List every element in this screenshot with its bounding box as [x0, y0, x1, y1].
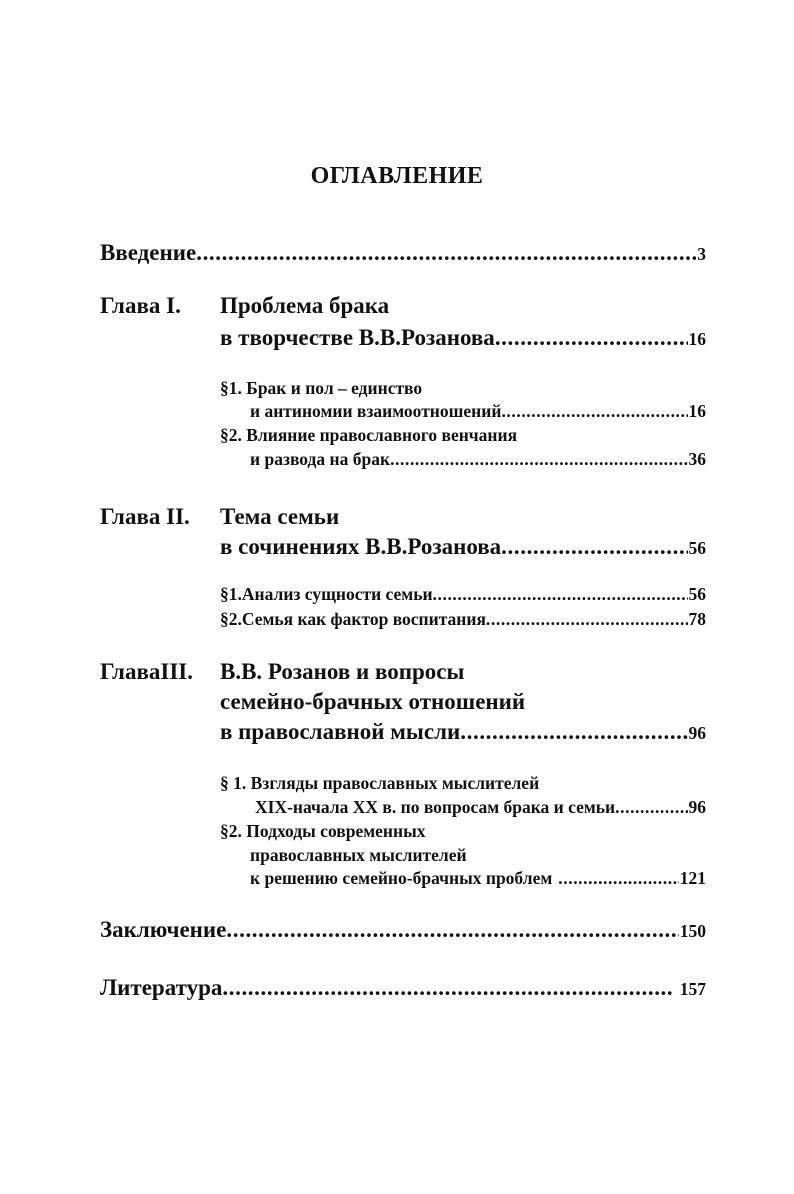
dot-leader — [390, 449, 687, 470]
dot-leader — [486, 609, 688, 630]
dot-leader — [226, 917, 678, 943]
dot-leader — [460, 719, 687, 745]
toc-entry-label: в православной мысли — [220, 719, 461, 744]
section-3-2-line2: православных мыслителей — [250, 845, 467, 865]
dot-leader — [558, 868, 678, 889]
toc-entry-page: 157 — [679, 979, 706, 999]
dot-leader — [495, 325, 688, 351]
chapter-3-label: ГлаваIII. — [100, 659, 193, 684]
toc-entry-section-3-2 — [250, 868, 706, 889]
toc-entry-label: Заключение — [100, 917, 227, 942]
toc-entry-label: в сочинениях В.В.Розанова — [220, 534, 502, 559]
dot-leader — [433, 584, 688, 605]
toc-entry-label: §2.Семья как фактор воспитания — [220, 609, 486, 629]
toc-entry-page: 78 — [688, 609, 706, 629]
chapter-2-label: Глава II. — [100, 504, 190, 529]
toc-entry-page: 36 — [688, 449, 706, 469]
toc-entry-page: 150 — [679, 921, 706, 941]
toc-entry-label: Литература — [100, 975, 223, 1000]
toc-entry-label: Введение — [100, 240, 197, 265]
section-3-1-line1: § 1. Взгляды православных мыслителей — [220, 773, 540, 793]
toc-entry-page: 56 — [688, 538, 706, 558]
toc-entry-label: к решению семейно-брачных проблем — [250, 868, 553, 888]
toc-entry-label: XIX-начала XX в. по вопросам брака и семьи — [255, 797, 616, 817]
section-1-2-line1: §2. Влияние православного венчания — [220, 425, 518, 445]
dot-leader — [615, 797, 687, 818]
chapter-2-title-line1: Тема семьи — [220, 504, 340, 529]
toc-entry-page: 121 — [679, 868, 706, 888]
toc-entry-section-1-2 — [250, 449, 706, 470]
toc-entry-label: и антиномии взаимоотношений — [250, 401, 502, 421]
dot-leader — [196, 240, 696, 266]
dot-leader — [501, 401, 687, 422]
toc-entry-page: 56 — [688, 584, 706, 604]
toc-entry-label: и развода на брак — [250, 449, 391, 469]
toc-entry-introduction — [100, 240, 706, 266]
toc-entry-chapter-1 — [220, 325, 706, 351]
toc-title: ОГЛАВЛЕНИЕ — [310, 163, 484, 189]
chapter-1-title-line1: Проблема брака — [220, 293, 390, 318]
toc-entry-section-2-1 — [220, 584, 706, 605]
toc-entry-label: в творчестве В.В.Розанова — [220, 325, 495, 350]
toc-entry-label: §1.Анализ сущности семьи — [220, 584, 433, 604]
toc-entry-chapter-3 — [220, 719, 706, 745]
toc-entry-literature — [100, 975, 706, 1001]
toc-entry-section-3-1 — [255, 797, 706, 818]
chapter-3-title-line1: В.В. Розанов и вопросы — [220, 659, 465, 684]
chapter-3-title-line2: семейно-брачных отношений — [220, 689, 526, 714]
toc-entry-conclusion — [100, 917, 706, 943]
toc-entry-page: 96 — [688, 797, 706, 817]
dot-leader — [222, 975, 673, 1001]
toc-entry-page: 96 — [688, 723, 706, 743]
toc-entry-section-2-2 — [220, 609, 706, 630]
toc-entry-chapter-2 — [220, 534, 706, 560]
dot-leader — [501, 534, 687, 560]
toc-entry-page: 3 — [697, 244, 706, 264]
chapter-1-label: Глава I. — [100, 293, 181, 318]
toc-entry-page: 16 — [688, 329, 706, 349]
toc-entry-page: 16 — [688, 401, 706, 421]
section-1-1-line1: §1. Брак и пол – единство — [220, 378, 423, 398]
section-3-2-line1: §2. Подходы современных — [220, 821, 426, 841]
toc-entry-section-1-1 — [250, 401, 706, 422]
